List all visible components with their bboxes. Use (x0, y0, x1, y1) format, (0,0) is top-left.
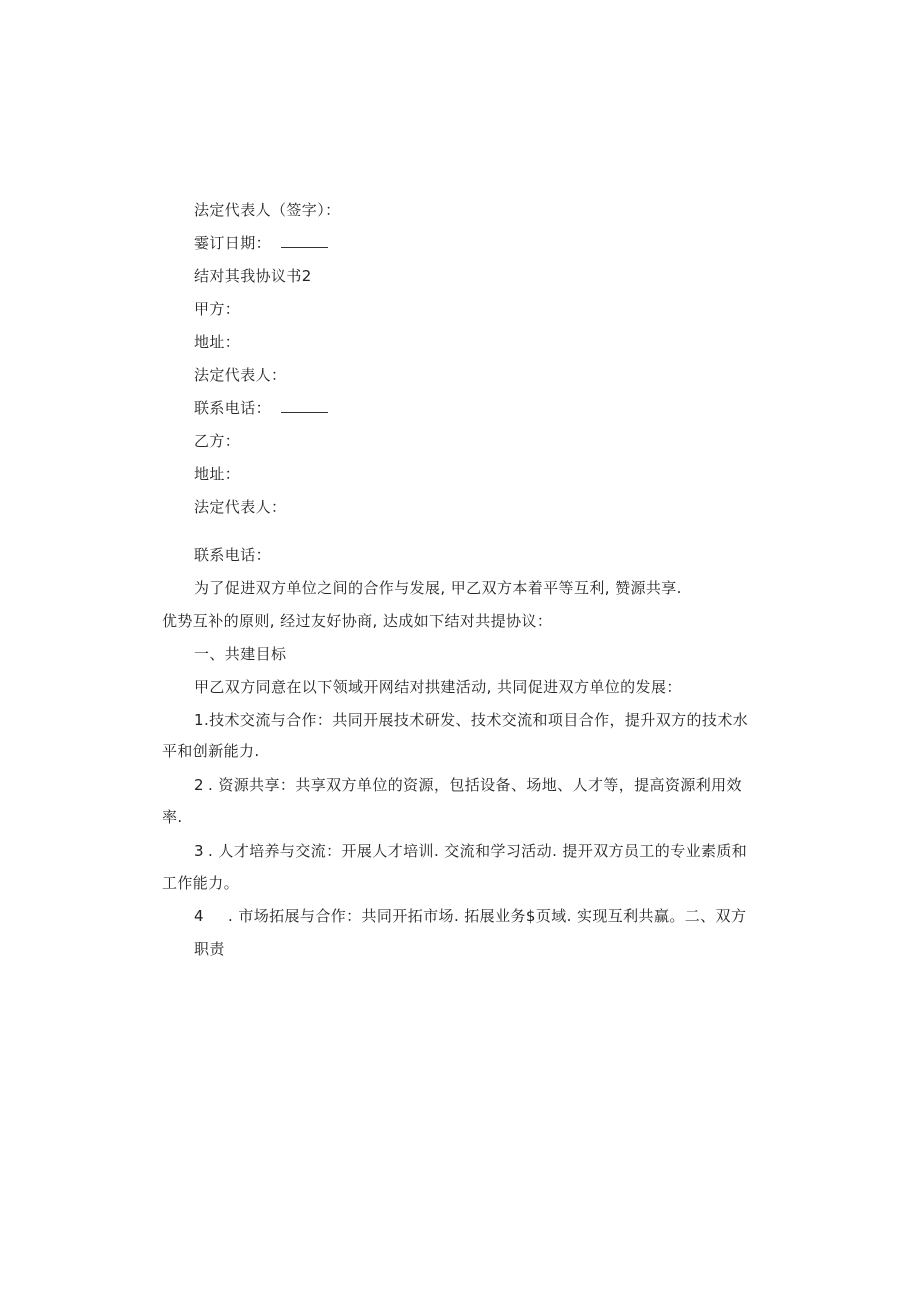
section-1-lead: 甲乙双方同意在以下领域开网结对拱建活动, 共同促进双方单位的发展： (194, 678, 682, 696)
party-b-label: 乙方： (194, 432, 241, 450)
party-a-address-label: 地址： (194, 333, 241, 351)
signing-date-label: 霎订日期： (194, 233, 328, 253)
party-b-phone-label: 联系电话： (194, 546, 272, 564)
item-3-number: 3 (194, 842, 204, 860)
signing-date-blank (281, 235, 328, 248)
party-b-address-label: 地址： (194, 465, 241, 483)
item-3-line-2: 工作能力。 (162, 874, 240, 892)
party-a-legal-rep-label: 法定代表人： (194, 366, 287, 384)
agreement-title: 结对其我协议书2 (194, 267, 312, 285)
item-2-line-1: 2 . 资源共享：共享双方单位的资源，包括设备、场地、人才等，提高资源利用效 (194, 776, 742, 794)
item-1-line-1: 1.技术交流与合作：共同开展技术研发、技术交流和项目合作，提升双方的技术水 (194, 711, 749, 729)
section-1-title: 一、共建目标 (194, 645, 287, 663)
party-a-label: 甲方： (194, 300, 241, 318)
legal-rep-signature-label: 法定代表人（签字）： (194, 201, 341, 219)
party-b-legal-rep-label: 法定代表人： (194, 498, 287, 516)
party-a-phone-blank (281, 400, 328, 413)
item-2-line-2: 率. (162, 808, 183, 826)
item-3-line-1: 3 . 人才培养与交流：开展人才培训. 交流和学习活动. 提开双方员工的专业素质和 (194, 842, 748, 860)
item-2-number: 2 (194, 776, 204, 794)
party-a-phone-label: 联系电话： (194, 398, 328, 418)
item-4-number: 4 (194, 907, 204, 925)
intro-line-1: 为了促进双方单位之间的合作与发展, 甲乙双方本着平等互利, 赞源共享. (194, 579, 682, 597)
intro-line-2: 优势互补的原则, 经过友好协商, 达成如下结对共提协议： (162, 612, 553, 630)
item-1-line-2: 平和创新能力. (162, 742, 260, 760)
item-4-line-2: 职责 (194, 940, 225, 958)
item-4-line-1: 4 . 市场拓展与合作：共同开拓市场. 拓展业务$页域. 实现互利共赢。二、双方 (194, 907, 747, 925)
item-1-number: 1. (194, 711, 210, 729)
